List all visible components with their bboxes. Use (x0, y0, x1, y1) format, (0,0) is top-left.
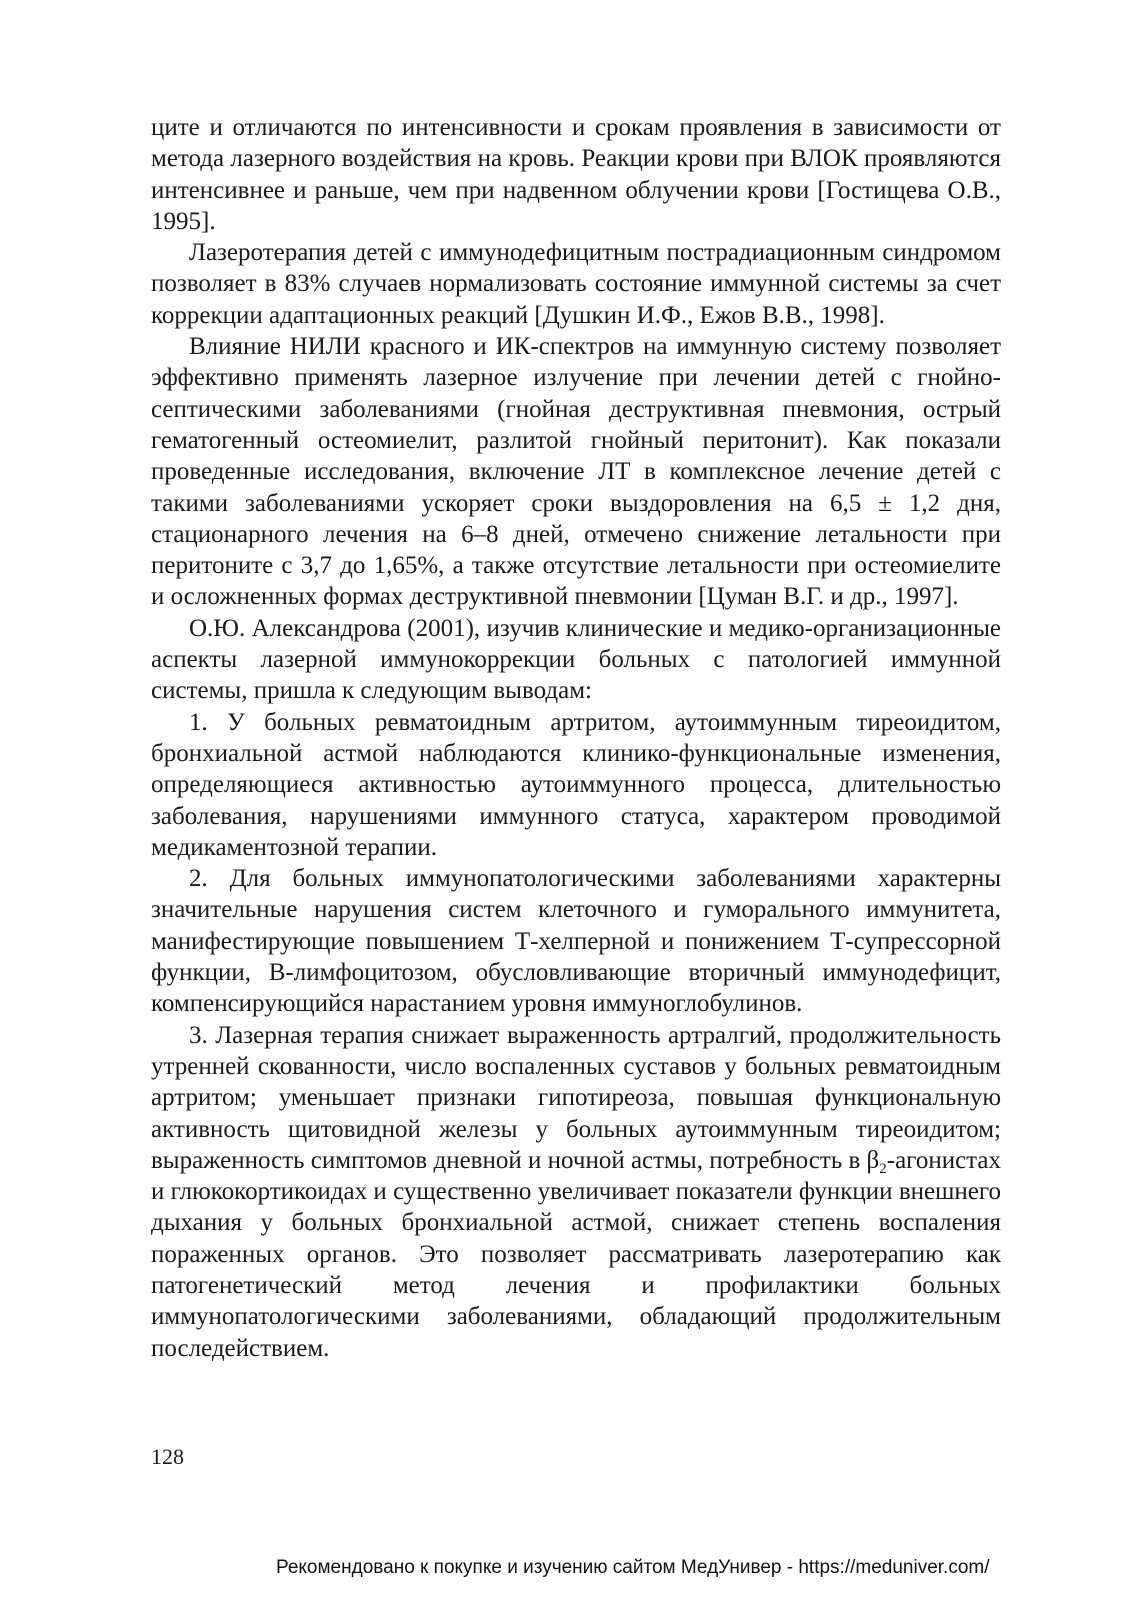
list-item-2: 2. Для больных иммунопатологическими заболеваниями характерны значительные нарушения систем клеточного и гуморального иммунитета, манифестирующие повышением Т-хелперной и понижением Т-супрессорной функции, В-лимфоцитозом, обусловливающие вторичный иммунодефицит, компенсирующийся нарастанием уровня иммуноглобулинов. (151, 865, 1001, 1018)
list-item-3-text-after: -агонистах и глюкокортикоидах и существенно увеличивает показатели функции внешнего дыхания у больных бронхиальной астмой, снижает степень воспаления пораженных органов. Это позволяет рассматривать лазеротерапию как патогенетический метод лечения и профилактики больных иммунопатологическими заболеваниями, обладающий продолжительным последействием. (151, 1146, 1001, 1362)
page-number: 128 (151, 1444, 184, 1469)
paragraph-aleksandrova: О.Ю. Александрова (2001), изучив клинические и медико-организационные аспекты лазерной иммунокоррекции больных с патологией иммунной системы, пришла к следующим выводам: (151, 614, 1001, 705)
list-item-3 (151, 1020, 1001, 1364)
list-item-1: 1. У больных ревматоидным артритом, аутоиммунным тиреоидитом, бронхиальной астмой наблюдаются клинико-функциональные изменения, определяющиеся активностью аутоиммунного процесса, длительностью заболевания, нарушениями иммунного статуса, характером проводимой медикаментозной терапии. (151, 708, 1001, 861)
list-item-3-text-before: 3. Лазерная терапия снижает выраженность артралгий, продолжительность утренней скованности, число воспаленных суставов у больных ревматоидным артритом; уменьшает признаки гипотиреоза, повышая функциональную активность щитовидной железы у больных аутоиммунным тиреоидитом; выраженность симптомов дневной и ночной астмы, потребность в β (151, 1021, 1001, 1174)
beta-subscript: 2 (879, 1160, 887, 1177)
paragraph-continuation: ците и отличаются по интенсивности и срокам проявления в зависимости от метода лазерного воздействия на кровь. Реакции крови при ВЛОК проявляются интенсивнее и раньше, чем при надвенном облучении крови [Гостищева О.В., 1995]. (151, 114, 1001, 235)
paragraph-nili-influence: Влияние НИЛИ красного и ИК-спектров на иммунную систему позволяет эффективно применять лазерное излучение при лечении детей с гнойно-септическими заболеваниями (гнойная деструктивная пневмония, острый гематогенный остеомиелит, разлитой гнойный перитонит). Как показали проведенные исследования, включение ЛТ в комплексное лечение детей с такими заболеваниями ускоряет сроки выздоровления на 6,5 ± 1,2 дня, стационарного лечения на 6–8 дней, отмечено снижение летальности при перитоните с 3,7 до 1,65%, а также отсутствие летальности при остеомиелите и осложненных формах деструктивной пневмонии [Цуман В.Г. и др., 1997]. (151, 333, 1001, 611)
footer-watermark: Рекомендовано к покупке и изучению сайтом МедУнивер - https://meduniver.com/ (276, 1557, 990, 1578)
page-body (151, 112, 1001, 1364)
paragraph-laser-therapy-children: Лазеротерапия детей с иммунодефицитным пострадиационным синдромом позволяет в 83% случаев нормализовать состояние иммунной системы за счет коррекции адаптационных реакций [Душкин И.Ф., Ежов В.В., 1998]. (151, 239, 1001, 329)
